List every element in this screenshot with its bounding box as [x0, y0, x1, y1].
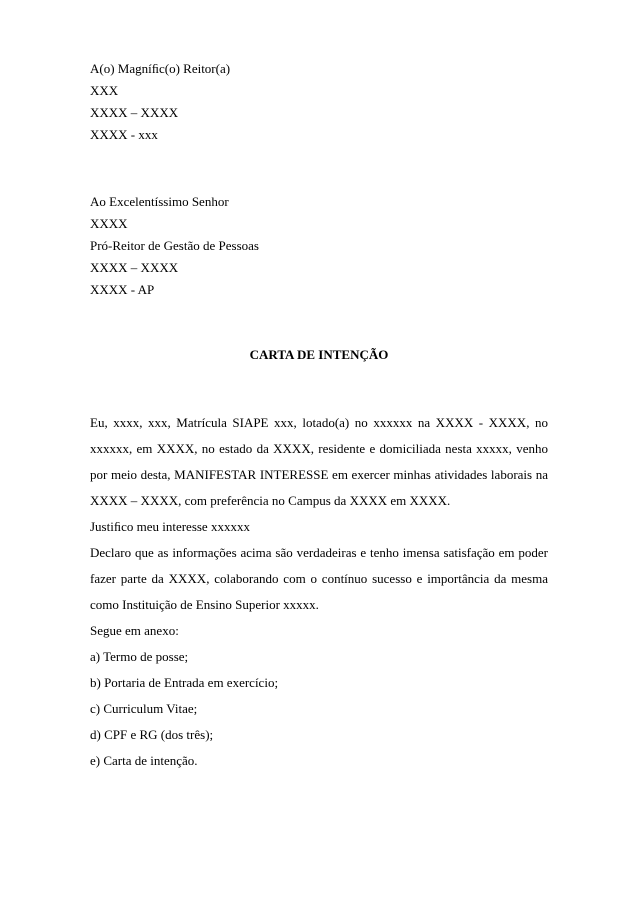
document-title: CARTA DE INTENÇÃO — [249, 347, 389, 362]
recipient-line: XXX — [90, 83, 119, 98]
recipient-line: XXXX – XXXX — [90, 260, 179, 275]
recipient-block-pro-rector — [90, 191, 548, 301]
annex-item: b) Portaria de Entrada em exercício; — [90, 675, 279, 690]
annex-item: a) Termo de posse; — [90, 649, 189, 664]
recipient-line: A(o) Magníﬁc(o) Reitor(a) — [90, 61, 231, 76]
letter-body — [90, 410, 548, 774]
annex-intro: Segue em anexo: — [90, 623, 179, 638]
annex-item: d) CPF e RG (dos três); — [90, 727, 214, 742]
recipient-line: XXXX - AP — [90, 282, 155, 297]
recipient-line: XXXX - xxx — [90, 127, 158, 142]
recipient-line: XXXX — [90, 216, 128, 231]
intent-paragraph: Eu, xxxx, xxx, Matrícula SIAPE xxx, lotado(a) no xxxxxx na XXXX - XXXX, no xxxxxx, em XXXX, no estado da XXXX, residente e domiciliada nesta xxxxx, venho por meio desta, MANIFESTAR INTERESSE em exercer minhas atividades laborais na XXXX – XXXX, com preferência no Campus da XXXX em XXXX. — [90, 415, 548, 508]
recipient-block-rector — [90, 58, 548, 146]
recipient-line: Ao Excelentíssimo Senhor — [90, 194, 229, 209]
annex-item: c) Curriculum Vitae; — [90, 701, 198, 716]
recipient-line: Pró-Reitor de Gestão de Pessoas — [90, 238, 259, 253]
justification-paragraph: Justiﬁco meu interesse xxxxxx — [90, 519, 250, 534]
recipient-line: XXXX – XXXX — [90, 105, 179, 120]
annex-item: e) Carta de intenção. — [90, 753, 198, 768]
declaration-paragraph: Declaro que as informações acima são verdadeiras e tenho imensa satisfação em poder fazer parte da XXXX, colaborando com o contínuo sucesso e importância da mesma como Instituição de Ensino Superior xxxxx. — [90, 545, 548, 612]
